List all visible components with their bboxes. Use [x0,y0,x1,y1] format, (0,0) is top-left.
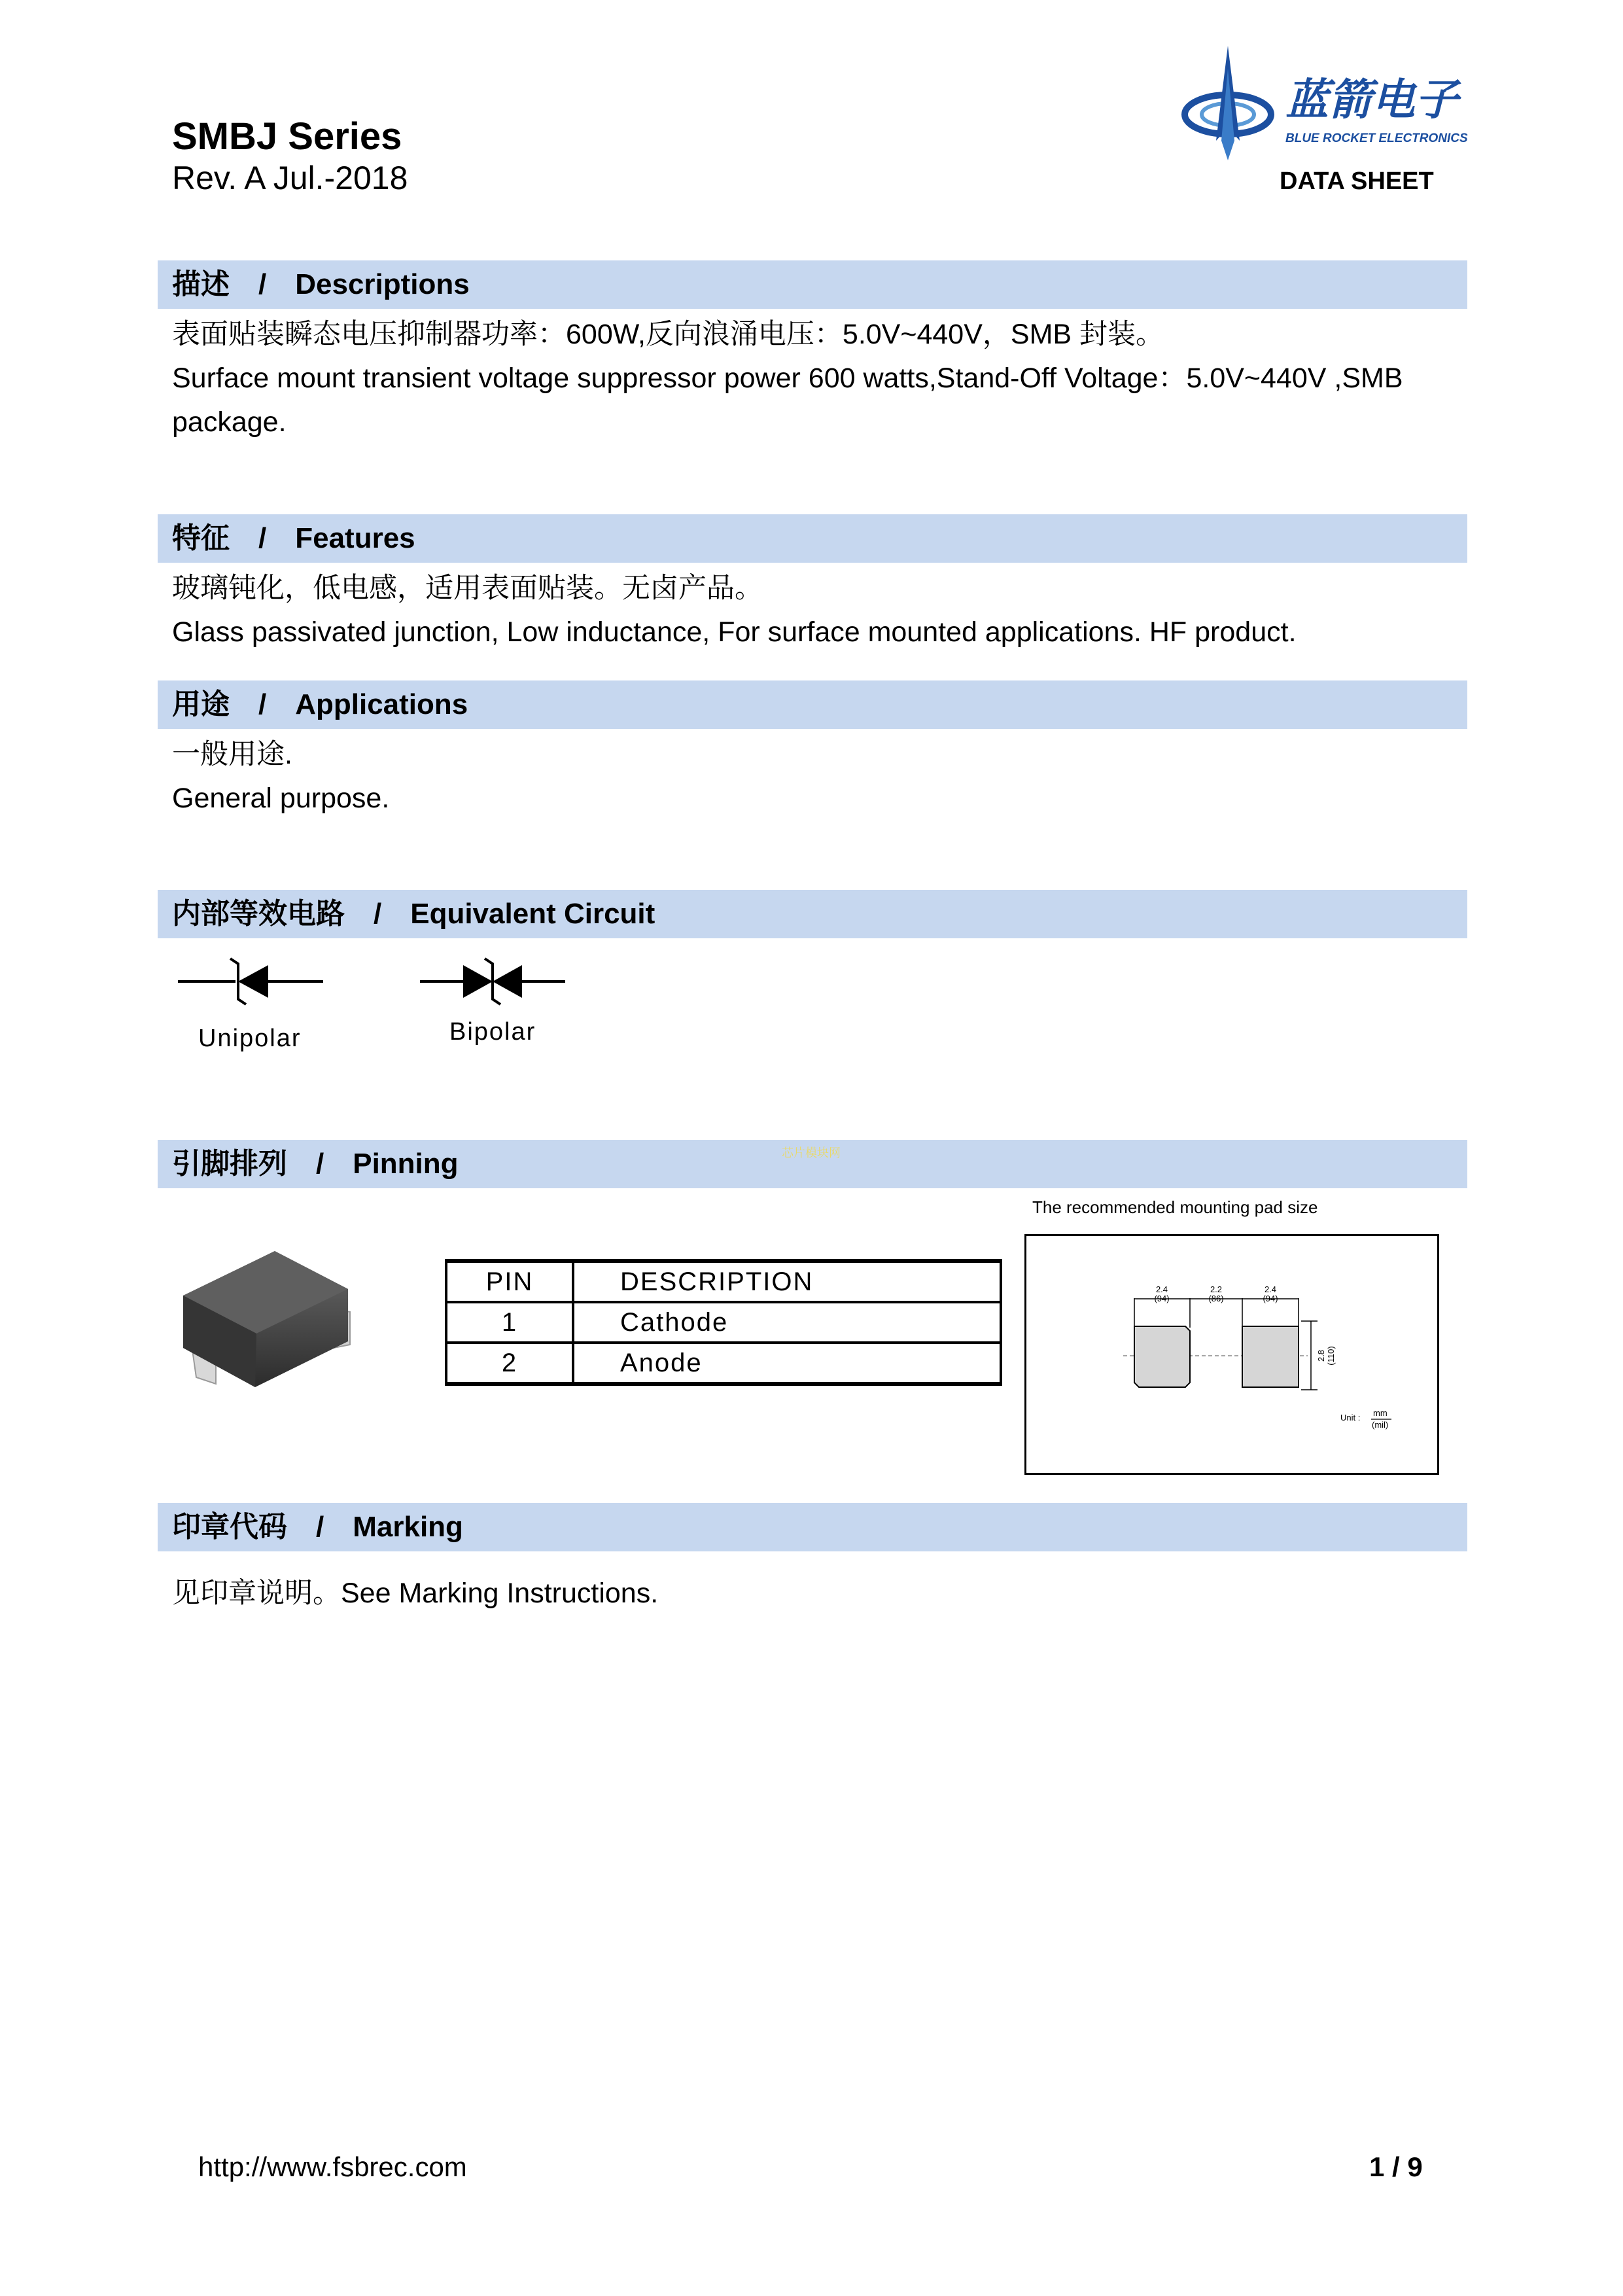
pad-height-mil-label: (110) [1326,1346,1336,1366]
paragraph-line: 一般用途. [172,739,292,770]
heading-cn: 特征 [172,522,230,554]
table-header-cell: PIN [446,1261,573,1302]
heading-cn: 引脚排列 [172,1148,287,1180]
pad-dim-mil-label: (86) [1208,1294,1224,1303]
logo-cn-text: 蓝箭电子 [1285,75,1458,125]
heading-separator: / [258,268,267,300]
heading-en: Pinning [353,1148,459,1180]
section-bar-marking [158,1503,1467,1551]
pad-unit-mm: mm [1373,1408,1387,1418]
heading-cn: 用途 [172,688,230,720]
table-cell: 1 [446,1302,573,1343]
paragraph-line: 见印章说明。See Marking Instructions. [172,1578,659,1609]
table-header-row [446,1261,1001,1302]
footer-url: http://www.fsbrec.com [198,2151,467,2182]
heading-cn: 印章代码 [172,1511,287,1543]
heading-cn: 内部等效电路 [172,898,345,930]
unipolar-tvs-symbol [175,952,326,1011]
doc-type-label: DATA SHEET [1280,168,1434,195]
applications-body [172,733,389,821]
pad-dim-label: 2.4 [1155,1284,1168,1294]
pad-unit-label: Unit : [1340,1413,1361,1422]
heading-en: Features [295,522,415,554]
paragraph-line: package. [172,406,287,438]
heading-separator: / [316,1511,324,1543]
heading-en: Marking [353,1511,463,1543]
page-number: 1 / 9 [1369,2151,1423,2182]
paragraph-line: 表面贴装瞬态电压抑制器功率：600W,反向浪涌电压：5.0V~440V，SMB 封装。 [172,319,1164,350]
table-row [446,1302,1001,1343]
pad-size-title: The recommended mounting pad size [1032,1197,1318,1217]
smb-package-image [177,1243,360,1394]
section-bar-circuit [158,890,1467,938]
heading-separator: / [374,898,382,930]
heading-cn: 描述 [172,268,230,300]
table-cell: Cathode [573,1302,1001,1343]
heading-separator: / [258,522,267,554]
section-bar-applications [158,680,1467,729]
pad-dim-mil-label: (94) [1263,1294,1278,1303]
pad-size-box [1024,1234,1439,1475]
descriptions-body [172,313,1403,444]
table-cell: Anode [573,1343,1001,1384]
heading-separator: / [258,688,267,720]
bipolar-label: Bipolar [449,1018,536,1046]
heading-en: Applications [295,688,468,720]
unipolar-label: Unipolar [198,1025,302,1052]
paragraph-line: Surface mount transient voltage suppressor power 600 watts,Stand-Off Voltage：5.0V~440V ,SMB [172,362,1403,394]
heading-en: Equivalent Circuit [410,898,655,930]
watermark-text: 芯片模块网 [782,1146,841,1159]
section-bar-descriptions [158,260,1467,309]
marking-body [172,1572,658,1616]
revision-text: Rev. A Jul.-2018 [172,160,408,196]
pad-dim-label: 2.4 [1264,1284,1277,1294]
heading-en: Descriptions [295,268,470,300]
company-logo [1181,43,1482,173]
pad-dim-mil-label: (94) [1154,1294,1170,1303]
table-cell: 2 [446,1343,573,1384]
heading-separator: / [316,1148,324,1180]
paragraph-line: General purpose. [172,783,390,814]
pad-dim-label: 2.2 [1210,1284,1223,1294]
page-title: SMBJ Series [172,115,402,158]
pad-unit-mil: (mil) [1372,1420,1389,1430]
features-body [172,567,1297,654]
pad-height-label: 2.8 [1316,1349,1326,1362]
logo-en-text: BLUE ROCKET ELECTRONICS [1285,132,1468,145]
section-bar-features [158,514,1467,563]
paragraph-line: Glass passivated junction, Low inductance, For surface mounted applications. HF product. [172,616,1297,648]
bipolar-tvs-symbol [417,952,568,1011]
table-header-cell: DESCRIPTION [573,1261,1001,1302]
pad-size-drawing [1026,1236,1437,1473]
paragraph-line: 玻璃钝化，低电感，适用表面贴装。无卤产品。 [172,573,763,604]
table-row [446,1343,1001,1384]
pin-table [445,1259,1002,1386]
